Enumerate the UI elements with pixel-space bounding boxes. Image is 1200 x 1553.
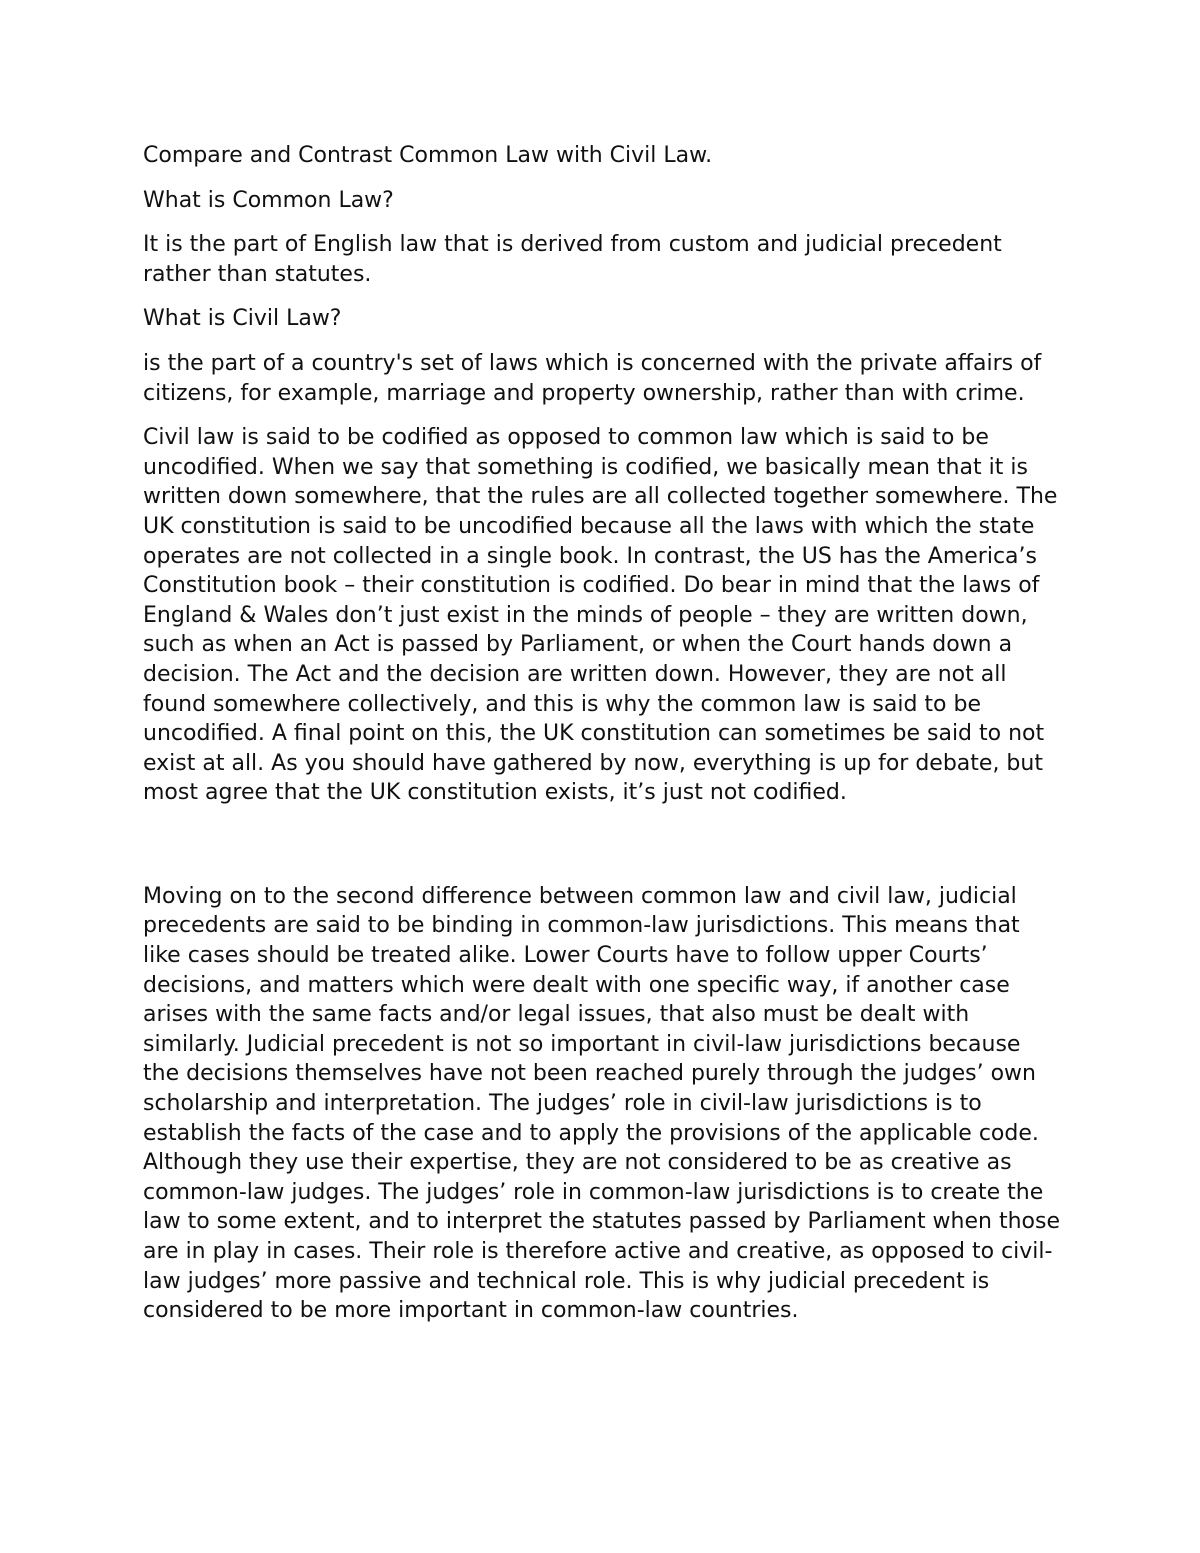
document-body [143,141,1063,1341]
document-title: Compare and Contrast Common Law with Civil Law. [143,143,713,168]
answer-common-law: It is the part of English law that is derived from custom and judicial precedent rather than statutes. [143,232,1002,287]
paragraph-judicial-precedent: Moving on to the second difference between common law and civil law, judicial precedents are said to be binding in common-law jurisdictions. This means that like cases should be treated alike. Lower Courts have to follow upper Courts’ decisions, and matters which were dealt with one specific way, if another case arises with the same facts and/or legal issues, that also must be dealt with similarly. Judicial precedent is not so important in civil-law jurisdictions because the decisions themselves have not been reached purely through the judges’ own scholarship and interpretation. The judges’ role in civil-law jurisdictions is to establish the facts of the case and to apply the provisions of the applicable code. Although they use their expertise, they are not considered to be as creative as common-law judges. The judges’ role in common-law jurisdictions is to create the law to some extent, and to interpret the statutes passed by Parliament when those are in play in cases. Their role is therefore active and creative, as opposed to civil-law judges’ more passive and technical role. This is why judicial precedent is considered to be more important in common-law countries. [143,883,1060,1324]
question-civil-law: What is Civil Law? [143,306,342,332]
answer-civil-law: is the part of a country's set of laws which is concerned with the private affairs of citizens, for example, marriage and property ownership, rather than with crime. [143,350,1042,406]
question-common-law: What is Common Law? [143,187,394,213]
paragraph-codification: Civil law is said to be codified as opposed to common law which is said to be uncodified. When we say that something is codified, we basically mean that it is written down somewhere, that the rules are all collected together somewhere. The UK constitution is said to be uncodified because all the laws with which the state operates are not collected in a single book. In contrast, the US has the America’s Constitution book – their constitution is codified. Do bear in mind that the laws of England & Wales don’t just exist in the minds of people – they are written down, such as when an Act is passed by Parliament, or when the Court hands down a decision. The Act and the decision are written down. However, they are not all found somewhere collectively, and this is why the common law is said to be uncodified. A final point on this, the UK constitution can sometimes be said to not exist at all. As you should have gathered by now, everything is up for debate, but most agree that the UK constitution exists, it’s just not codified. [143,425,1058,806]
